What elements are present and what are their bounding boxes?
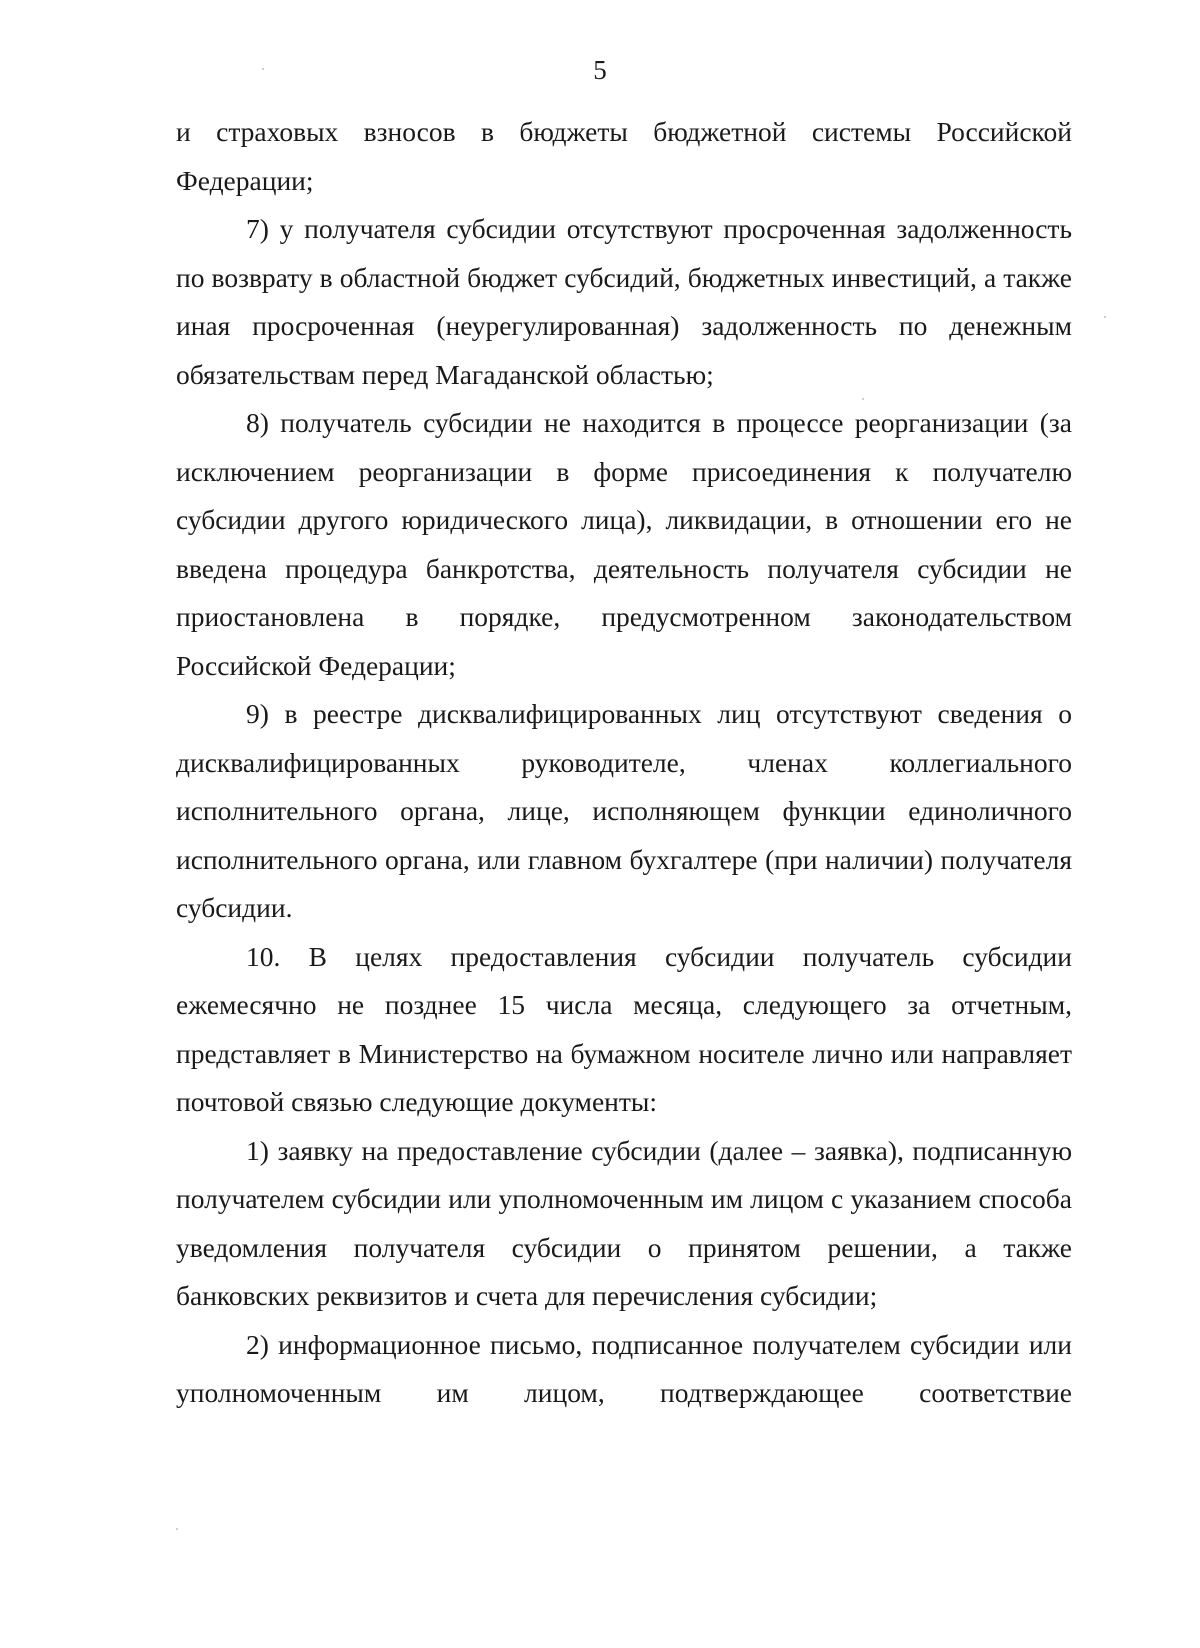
scan-speck [1104,316,1106,318]
document-body [176,108,1072,1418]
paragraph-item-7: 7) у получателя субсидии отсутствуют просроченная задолженность по возврату в областной бюджет субсидий, бюджетных инвестиций, а также иная просроченная (неурегулированная) задолженность по денежным обязательствам перед Магаданской областью; [176,213,1072,390]
paragraph-section-10-item-2: 2) информационное письмо, подписанное получателем субсидии или уполномоченным им лицом, подтверждающее соответствие [176,1328,1072,1408]
scan-speck [176,1528,178,1530]
paragraph-continuation: и страховых взносов в бюджеты бюджетной системы Российской Федерации; [176,116,1072,196]
paragraph-item-9: 9) в реестре дисквалифицированных лиц отсутствуют сведения о дисквалифицированных руководителе, членах коллегиального исполнительного органа, лице, исполняющем функции единоличного исполнительного органа, или главном бухгалтере (при наличии) получателя субсидии. [176,698,1072,923]
scan-speck [862,398,864,400]
page-number: 5 [593,55,607,85]
scan-speck [262,68,264,70]
paragraph-item-8: 8) получатель субсидии не находится в процессе реорганизации (за исключением реорганизации в форме присоединения к получателю субсидии другого юридического лица), ликвидации, в отношении его не введена процедура банкротства, деятельность получателя субсидии не приостановлена в порядке, предусмотренном законодательством Российской Федерации; [176,407,1072,681]
paragraph-section-10: 10. В целях предоставления субсидии получатель субсидии ежемесячно не позднее 15 числа месяца, следующего за отчетным, представляет в Министерство на бумажном носителе лично или направляет почтовой связью следующие документы: [176,940,1072,1117]
paragraph-section-10-item-1: 1) заявку на предоставление субсидии (далее – заявка), подписанную получателем субсидии или уполномоченным им лицом с указанием способа уведомления получателя субсидии о принятом решении, а также банковских реквизитов и счета для перечисления субсидии; [176,1134,1072,1311]
